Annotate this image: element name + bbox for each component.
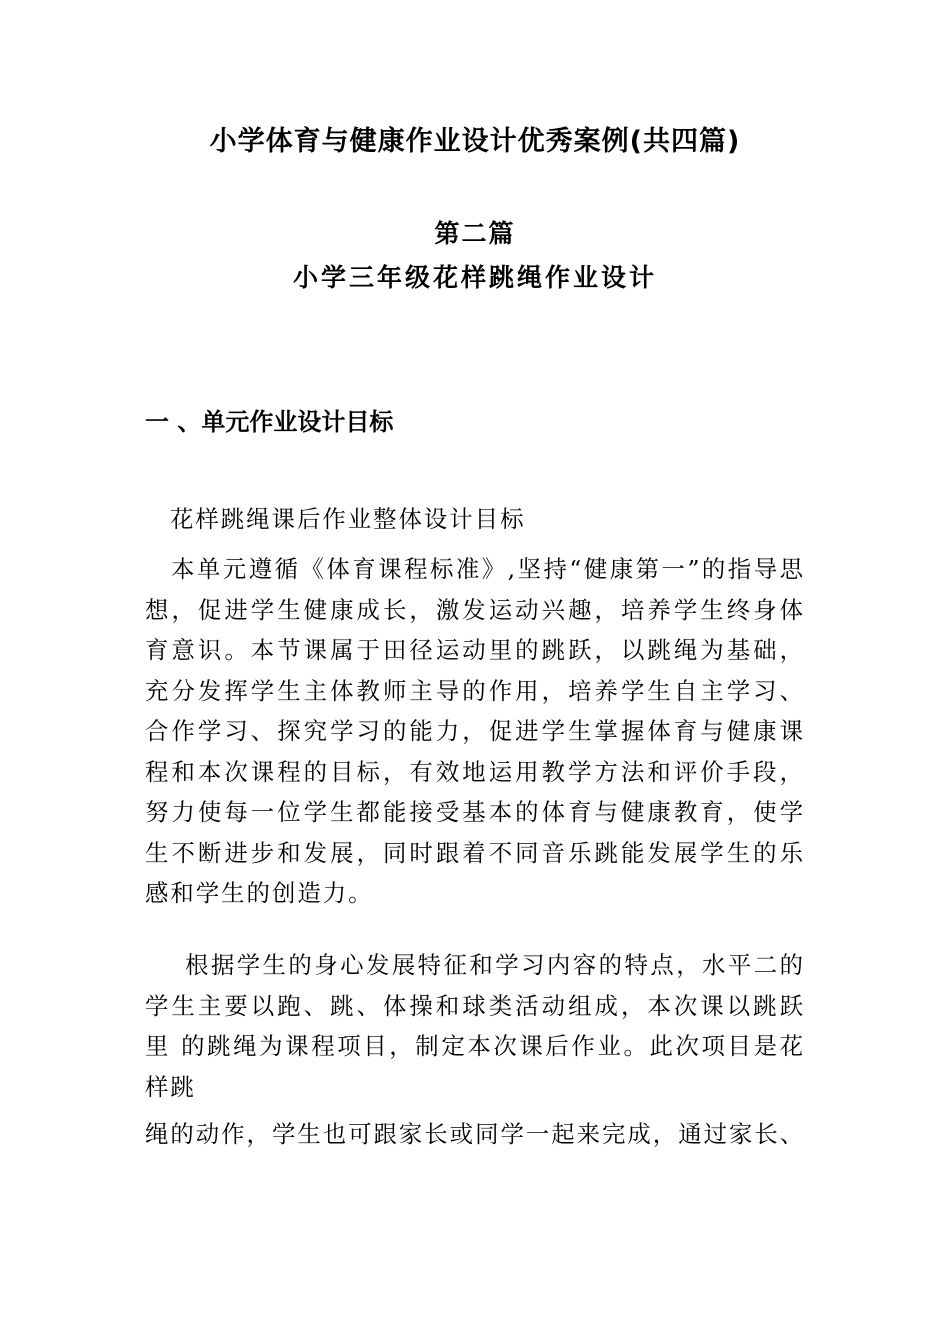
document-title: 小学体育与健康作业设计优秀案例(共四篇) (209, 126, 741, 157)
paragraph-2: 根据学生的身心发展特征和学习内容的特点，水平二的学生主要以跑、跳、体操和球类活动组成，本次课以跳跃里 的跳绳为课程项目，制定本次课后作业。此次项目是花样跳 (145, 951, 805, 1101)
subheading: 花样跳绳课后作业整体设计目标 (170, 505, 526, 533)
paragraph-2-continued: 绳的动作，学生也可跟家长或同学一起来完成，通过家长、 (145, 1120, 806, 1148)
section-heading: 一 、单元作业设计目标 (145, 408, 394, 436)
paragraph-1: 本单元遵循《体育课程标准》,坚持“健康第一”的指导思想，促进学生健康成长，激发运动兴趣，培养学生终身体育意识。本节课属于田径运动里的跳跃，以跳绳为基础，充分发挥学生主体教师主导的作用，培养学生自主学习、合作学习、探究学习的能力，促进学生掌握体育与健康课程和本次课程的目标，有效地运用教学方法和评价手段，努力使每一位学生都能接受基本的体育与健康教育，使学生不断进步和发展，同时跟着不同音乐跳能发展学生的乐感和学生的创造力。 (145, 555, 805, 907)
part-label: 第二篇 (434, 219, 516, 248)
part-subtitle: 小学三年级花样跳绳作业设计 (292, 263, 657, 292)
